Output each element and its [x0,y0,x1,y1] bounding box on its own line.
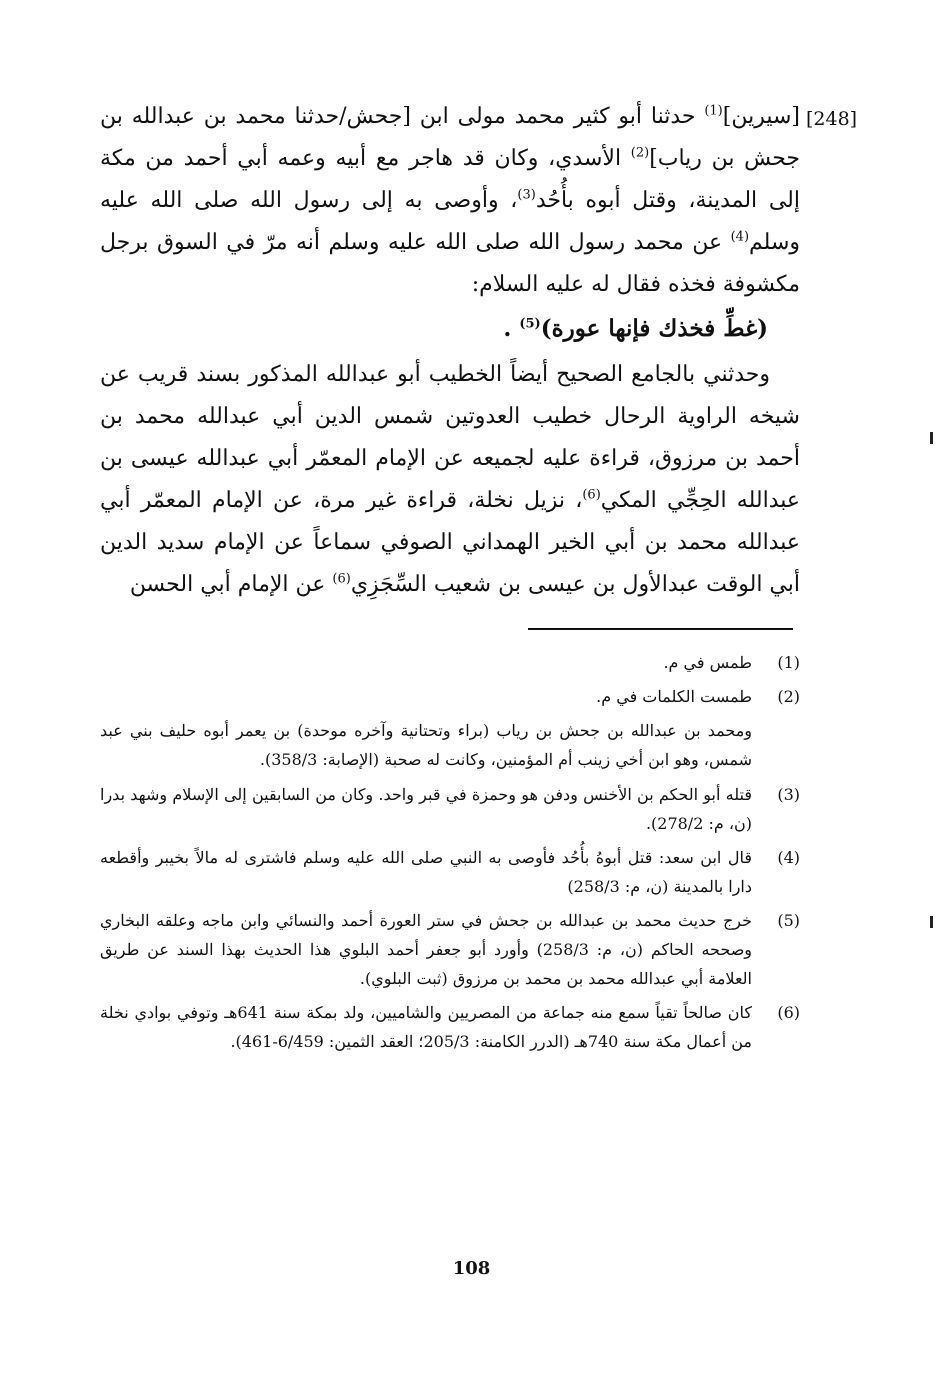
footnote-separator [528,628,793,630]
footnote-ref-1[interactable]: (1) [704,103,723,119]
text-run: عن محمد رسول الله صلى الله عليه وسلم أنه مرّ في السوق برجل مكشوفة فخذه فقال له عليه السلام: [100,230,800,297]
footnote-text: كان صالحاً تقياً سمع منه جماعة من المصريين والشاميين، ولد بمكة سنة 641هـ وتوفي بوادي نخلة من أعمال مكة سنة 740هـ (الدرر الكامنة: 205/3؛ العقد الثمين: 6/459-461). [100,1003,753,1051]
footnote-text: خرج حديث محمد بن عبدالله بن جحش في ستر العورة أحمد والنسائي وابن ماجه وعلقه البخاري وصححه الحاكم (ن، م: 258/3) وأورد أبو جعفر أحمد البلوي هذا الحديث بهذا السند عن طريق العلامة أبي عبدالله محمد بن محمد بن مرزوق (ثبت البلوي). [100,911,753,988]
footnote-item [100,998,800,1056]
footnote-ref-6b[interactable]: (6) [332,571,351,587]
footnote-item [100,906,800,993]
footnote-item [100,682,800,711]
footnote-ref-2[interactable]: (2) [630,145,650,161]
text-run: [سيرين] [722,104,800,129]
text-run: وحدثني بالجامع الصحيح أيضاً الخطيب أبو عبدالله المذكور بسند قريب عن شيخه الراوية الرحال خطيب العدوتين شمس الدين أبي عبدالله محمد بن أحمد بن مرزوق، قراءة عليه لجميعه عن الإمام المعمّر أبي عبدالله عيسى بن عبدالله الحِجِّي المكي [100,362,800,513]
footnote-ref-3[interactable]: (3) [517,187,536,203]
page-number: 108 [452,1258,491,1279]
paragraph-isnad [100,96,800,306]
main-text [100,96,800,606]
footnotes [100,648,800,1061]
footnote-number: (1) [777,653,800,672]
text-run: حدثنا أبو كثير محمد مولى ابن [جحش/حدثنا محمد بن عبدالله بن جحش بن رياب] [100,104,801,171]
footnote-ref-5[interactable]: (5) [519,316,541,332]
footnote-number: (2) [777,687,800,706]
footnote-item [100,780,800,838]
footnote-text: طمس في م. [663,653,752,672]
hadith-quote: (غطِّ فخذك فإنها عورة) [540,315,768,342]
footnote-number: (3) [777,785,800,804]
footnote-number: (4) [777,848,800,867]
text-run: . [503,315,520,342]
text-run: عن الإمام أبي الحسن [129,572,333,597]
text-run: ، نزيل نخلة، قراءة غير مرة، عن الإمام المعمّر أبي عبدالله محمد بن أبي الخير الهمداني الصوفي سماعاً عن الإمام سديد الدين أبي الوقت عبدالأول بن عيسى بن شعيب السِّجَزِي [100,488,800,597]
footnote-number: (5) [777,911,800,930]
scan-margin-mark [930,432,933,444]
footnote-continuation: ومحمد بن عبدالله بن جحش بن رياب (براء وتحتانية وآخره موحدة) بن يعمر أبوه حليف بني عبد شمس، وهو ابن أخي زينب أم المؤمنين، وكانت له صحبة (الإصابة: 358/3). [100,721,752,769]
footnote-ref-4[interactable]: (4) [730,229,750,245]
footnote-text: قتله أبو الحكم بن الأخنس ودفن هو وحمزة في قبر واحد. وكان من السابقين إلى الإسلام وشهد بدرا (ن، م: 278/2). [100,785,752,833]
text-run: ، وأوصى به إلى رسول الله صلى الله عليه وسلم [100,188,800,255]
entry-number: [248] [806,108,858,130]
footnote-text: قال ابن سعد: قتل أبوهُ بأُحُد فأوصى به النبي صلى الله عليه وسلم فاشترى له مالاً بخيبر وأقطعه دارا بالمدينة (ن، م: 258/3) [100,848,752,896]
text-run: الأسدي، وكان قد هاجر مع أبيه وعمه أبي أحمد من مكة إلى المدينة، وقتل أبوه بأُحُد [100,146,800,213]
footnote-ref-6[interactable]: (6) [582,487,601,503]
footnote-text: طمست الكلمات في م. [596,687,752,706]
footnote-item [100,843,800,901]
paragraph-chain [100,354,800,606]
hadith-text [100,308,800,350]
footnote-number: (6) [777,1003,800,1022]
footnote-item [100,648,800,677]
scan-margin-mark [930,916,933,928]
